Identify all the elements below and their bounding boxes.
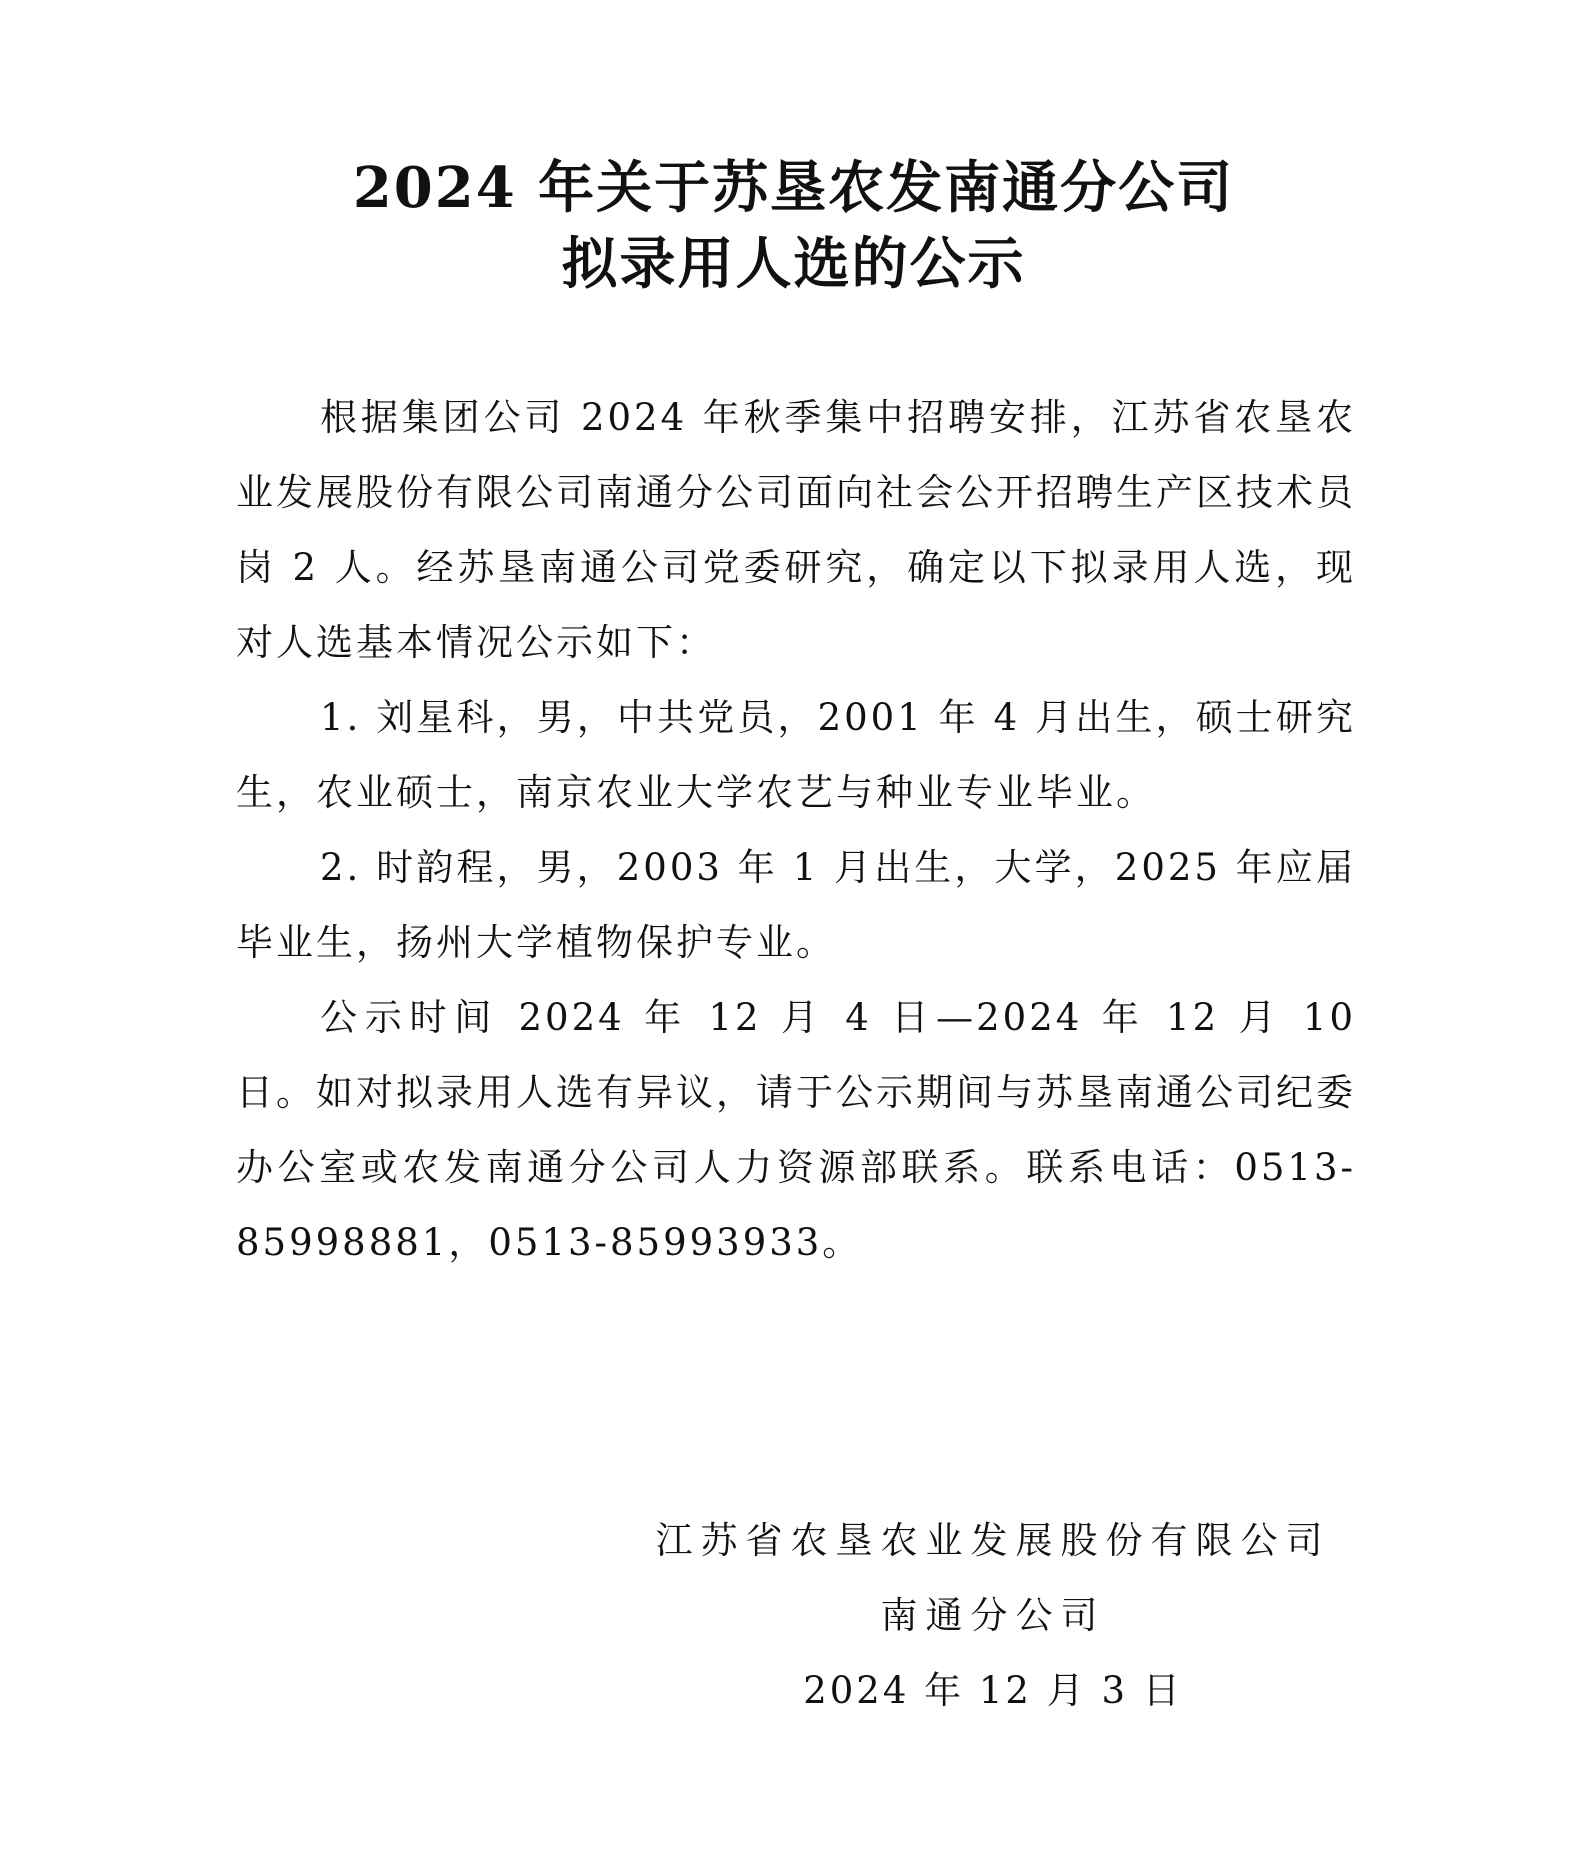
signature-branch: 南通分公司 <box>880 1594 1106 1637</box>
notice-title-line-2: 拟录用人选的公示 <box>561 231 1026 297</box>
signature-date: 2024 年 12 月 3 日 <box>803 1669 1183 1712</box>
notice-title-line-1: 2024 年关于苏垦农发南通分公司 <box>352 155 1235 221</box>
paragraph-publicity-period: 公示时间 2024 年 12 月 4 日—2024 年 12 月 10 日。如对拟录用人选有异议，请于公示期间与苏垦南通公司纪委办公室或农发南通分公司人力资源部联系。联系电话：0513-85998881，0513-85993933。 <box>236 996 1356 1264</box>
paragraph-candidate-1: 1. 刘星科，男，中共党员，2001 年 4 月出生，硕士研究生，农业硕士，南京农业大学农艺与种业专业毕业。 <box>236 696 1356 814</box>
signature-organization: 江苏省农垦农业发展股份有限公司 <box>655 1519 1331 1562</box>
notice-body <box>236 380 1356 1280</box>
paragraph-intro: 根据集团公司 2024 年秋季集中招聘安排，江苏省农垦农业发展股份有限公司南通分公司面向社会公开招聘生产区技术员岗 2 人。经苏垦南通公司党委研究，确定以下拟录用人选，现对人选基本情况公示如下： <box>236 396 1356 664</box>
paragraph-candidate-2: 2. 时韵程，男，2003 年 1 月出生，大学，2025 年应届毕业生，扬州大学植物保护专业。 <box>236 846 1356 964</box>
